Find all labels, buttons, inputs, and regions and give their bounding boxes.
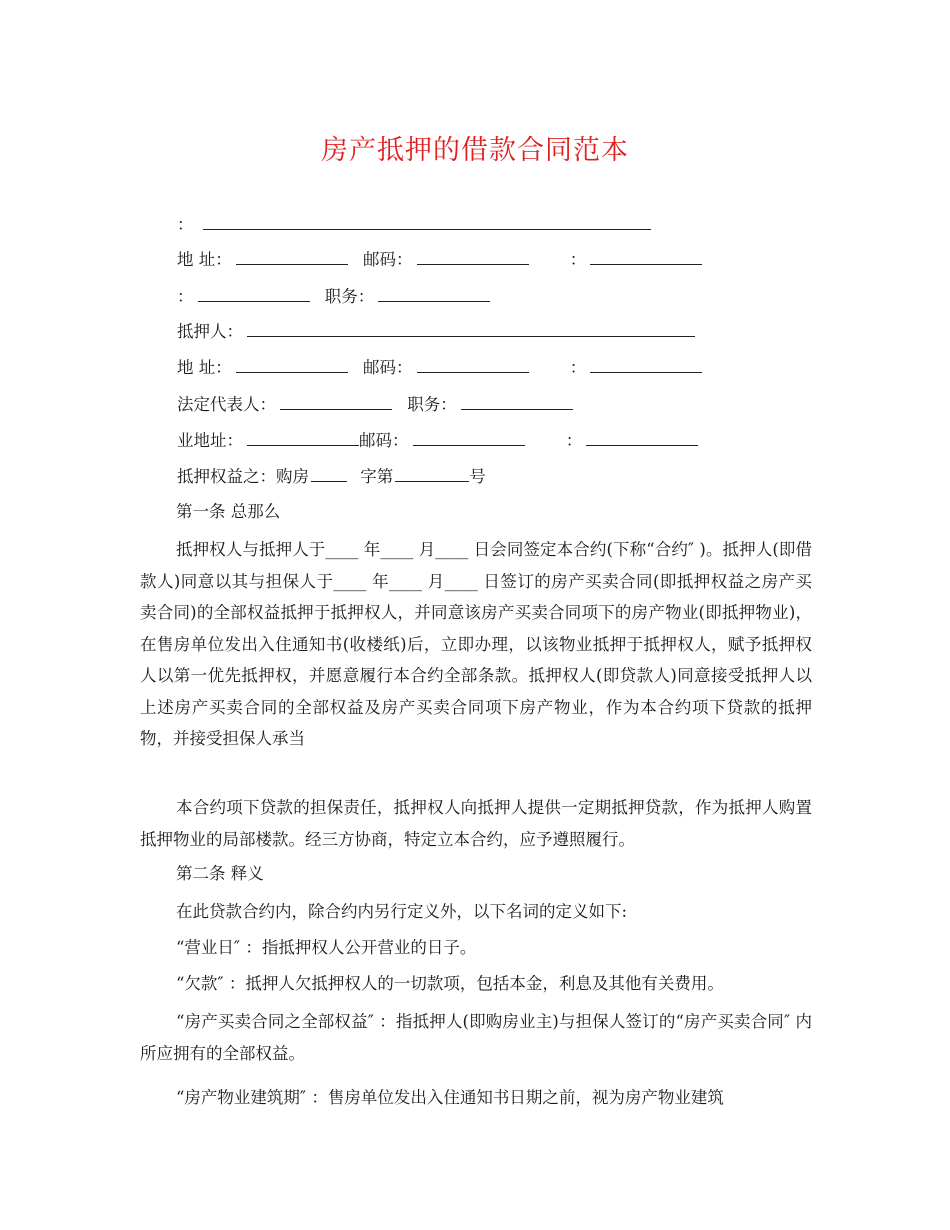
field-line-5: 地 址： 邮码： ：	[177, 357, 702, 378]
blank-field[interactable]	[311, 466, 347, 482]
blank-field[interactable]	[247, 430, 359, 446]
field-line-8: 抵押权益之：购房 字第 号	[177, 467, 486, 486]
blank-field[interactable]	[417, 249, 529, 265]
document-title: 房产抵押的借款合同范本	[321, 135, 629, 166]
blank-field[interactable]	[378, 286, 490, 302]
blank-field[interactable]	[461, 394, 573, 410]
blank-field[interactable]	[417, 357, 529, 373]
definition-construction-period: “房产物业建筑期″ ：售房单位发出入住通知书日期之前，视为房产物业建筑	[176, 1088, 724, 1107]
blank-field[interactable]	[236, 249, 348, 265]
field-line-6: 法定代表人： 职务：	[177, 394, 573, 415]
article-1-heading: 第一条 总那么	[176, 502, 281, 521]
field-line-2: 地 址： 邮码： ：	[177, 249, 702, 270]
blank-field[interactable]	[280, 394, 392, 410]
blank-field[interactable]	[590, 249, 702, 265]
article-1-paragraph-1: 抵押权人与抵押人于____ 年____ 月____ 日会同签定本合约(下称“合约″ )。抵押人(即借款人)同意以其与担保人于____ 年____ 月____ 日签订的房产买卖合同(即抵押权益之房产买卖合同)的全部权益抵押于抵押权人，并同意该房产买卖合同项下的房产物业(即抵押物业)，在售房单位发出入住通知书(收楼纸)后，立即办理，以该物业抵押于抵押权人，赋予抵押权人以第一优先抵押权，并愿意履行本合约全部条款。抵押权人(即贷款人)同意接受抵押人以上述房产买卖合同的全部权益及房产买卖合同项下房产物业，作为本合约项下贷款的抵押物，并接受担保人承当	[140, 540, 812, 748]
field-line-4: 抵押人：	[177, 321, 695, 342]
field-line-3: ： 职务：	[177, 286, 490, 307]
definition-debt: “欠款″ ：抵押人欠抵押权人的一切款项，包括本金，利息及其他有关费用。	[176, 974, 724, 993]
field-line-1: ：	[177, 214, 651, 235]
field-line-7: 业地址： 邮码： ：	[177, 430, 698, 451]
blank-field[interactable]	[395, 466, 469, 482]
blank-field[interactable]	[203, 214, 651, 230]
blank-field[interactable]	[247, 321, 695, 337]
blank-field[interactable]	[586, 430, 698, 446]
article-2-heading: 第二条 释义	[176, 864, 264, 883]
blank-field[interactable]	[236, 357, 348, 373]
article-1-paragraph-2: 本合约项下贷款的担保责任，抵押权人向抵押人提供一定期抵押贷款，作为抵押人购置抵押物业的局部楼款。经三方协商，特定立本合约，应予遵照履行。	[140, 798, 812, 849]
blank-field[interactable]	[590, 357, 702, 373]
article-2-intro: 在此贷款合约内，除合约内另行定义外，以下名词的定义如下:	[176, 902, 628, 921]
definition-contract-rights: “房产买卖合同之全部权益″ ：指抵押人(即购房业主)与担保人签订的“房产买卖合同″ 内所应拥有的全部权益。	[140, 1012, 812, 1063]
blank-field[interactable]	[413, 430, 525, 446]
definition-business-day: “营业日″ ：指抵押权人公开营业的日子。	[176, 938, 477, 957]
blank-field[interactable]	[198, 286, 310, 302]
